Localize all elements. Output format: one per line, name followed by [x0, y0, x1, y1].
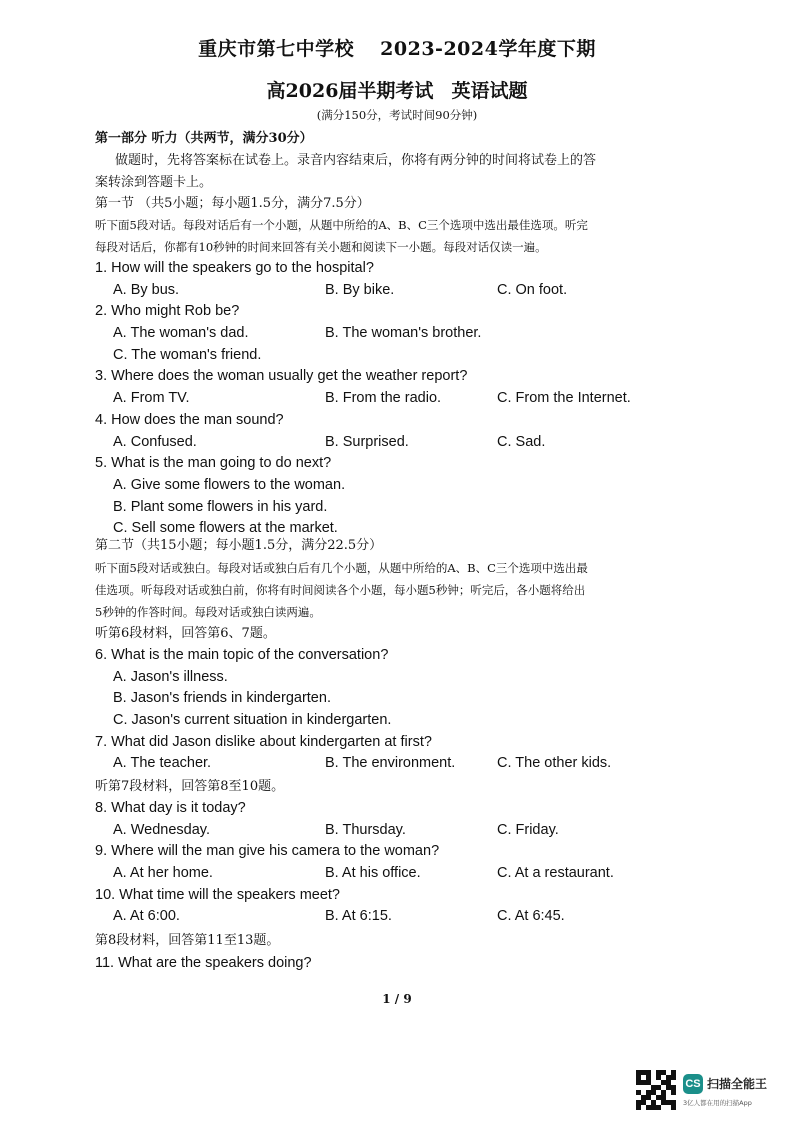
header-line-1	[0, 34, 794, 61]
options-2-row2	[95, 345, 735, 367]
question-9: 9. Where will the man give his camera to the woman?	[95, 843, 440, 860]
option-10c: C. At 6:45.	[497, 908, 565, 925]
question-3: 3. Where does the woman usually get the weather report?	[95, 368, 468, 385]
header-line-2	[0, 76, 794, 103]
option-3b: B. From the radio.	[325, 390, 442, 407]
option-10a: A. At 6:00.	[113, 908, 180, 925]
option-1b: B. By bike.	[325, 281, 395, 298]
option-6b: B. Jason's friends in kindergarten.	[113, 690, 331, 707]
options-1	[95, 280, 735, 302]
part1-intro-1: 做题时，先将答案标在试卷上。录音内容结束后，你将有两分钟的时间将试卷上的答	[115, 153, 597, 168]
options-7	[95, 753, 735, 775]
question-2: 2. Who might Rob be?	[95, 303, 240, 320]
section1-title: 第一节 （共5小题；每小题1.5分，满分7.5分）	[95, 196, 370, 211]
section2-instr-3: 5秒钟的作答时间。每段对话或独白读两遍。	[95, 605, 321, 619]
option-5a: A. Give some flowers to the woman.	[113, 476, 346, 493]
options-2	[95, 323, 735, 345]
question-1: 1. How will the speakers go to the hospital?	[95, 260, 374, 276]
option-5c: C. Sell some flowers at the market.	[113, 520, 338, 537]
questions-1-5	[95, 258, 735, 540]
options-3	[95, 388, 735, 410]
option-8a: A. Wednesday.	[113, 821, 210, 838]
section2-instr-2: 佳选项。听每段对话或独白前，你将有时间阅读各个小题，每小题5秒钟；听完后，各小题将给出	[95, 583, 586, 597]
options-5b-row	[95, 497, 735, 519]
options-5a-row	[95, 475, 735, 497]
material-8-note: 第8段材料，回答第11至13题。	[95, 933, 280, 948]
questions-6-7	[95, 645, 735, 775]
option-9a: A. At her home.	[113, 865, 213, 882]
options-9	[95, 863, 735, 885]
options-6a-row	[95, 667, 735, 689]
option-6a: A. Jason's illness.	[113, 668, 228, 685]
section1-instr-2: 每段对话后，你都有10秒钟的时间来回答有关小题和阅读下一小题。每段对话仅读一遍。	[95, 240, 547, 254]
exam-name: 高2026届半期考试	[266, 80, 434, 102]
option-4b: B. Surprised.	[325, 433, 409, 450]
options-8	[95, 820, 735, 842]
questions-11	[95, 953, 735, 975]
option-7a: A. The teacher.	[113, 755, 212, 772]
material-7-note: 听第7段材料，回答第8至10题。	[95, 779, 285, 794]
option-9c: C. At a restaurant.	[497, 865, 614, 882]
material-6-note: 听第6段材料，回答第6、7题。	[95, 626, 276, 641]
camscanner-watermark	[636, 1070, 786, 1114]
school-term: 2023-2024学年度下期	[380, 38, 596, 60]
part1-intro-2: 案转涂到答题卡上。	[95, 175, 213, 190]
question-4: 4. How does the man sound?	[95, 411, 284, 428]
option-5b: B. Plant some flowers in his yard.	[113, 498, 328, 515]
school-name: 重庆市第七中学校	[198, 38, 355, 60]
question-11: 11. What are the speakers doing?	[95, 955, 312, 971]
option-10b: B. At 6:15.	[325, 908, 392, 925]
question-6: 6. What is the main topic of the conversation?	[95, 647, 389, 663]
option-4a: A. Confused.	[113, 433, 197, 450]
option-1c: C. On foot.	[497, 281, 568, 298]
questions-8-10	[95, 798, 735, 928]
page-number: 1 / 9	[382, 992, 412, 1006]
options-4	[95, 432, 735, 454]
option-8c: C. Friday.	[497, 821, 559, 838]
option-2a: A. The woman's dad.	[113, 325, 249, 342]
question-5: 5. What is the man going to do next?	[95, 455, 332, 472]
section2-title: 第二节（共15小题；每小题1.5分，满分22.5分）	[95, 538, 383, 553]
option-3c: C. From the Internet.	[497, 390, 631, 407]
section1-instr-1: 听下面5段对话。每段对话后有一个小题，从题中所给的A、B、C三个选项中选出最佳选项。听完	[95, 218, 588, 232]
option-7b: B. The environment.	[325, 755, 456, 772]
option-2b: B. The woman's brother.	[325, 325, 482, 342]
part1-title: 第一部分 听力（共两节，满分30分）	[95, 131, 313, 146]
camscanner-logo-icon: CS	[683, 1074, 703, 1094]
options-6c-row	[95, 710, 735, 732]
section2-instr-1: 听下面5段对话或独白。每段对话或独白后有几个小题，从题中所给的A、B、C三个选项中选出最	[95, 561, 588, 575]
qr-code-icon	[636, 1070, 676, 1110]
options-6b-row	[95, 688, 735, 710]
options-10	[95, 906, 735, 928]
option-3a: A. From TV.	[113, 390, 190, 407]
exam-meta: (满分150分，考试时间90分钟)	[316, 108, 478, 122]
option-8b: B. Thursday.	[325, 821, 406, 838]
option-4c: C. Sad.	[497, 433, 546, 450]
question-8: 8. What day is it today?	[95, 800, 246, 816]
camscanner-name: 扫描全能王	[707, 1077, 768, 1091]
camscanner-tagline: 3亿人都在用的扫描App	[683, 1099, 752, 1107]
option-7c: C. The other kids.	[497, 755, 612, 772]
question-10: 10. What time will the speakers meet?	[95, 886, 340, 903]
subject-name: 英语试题	[451, 80, 528, 102]
option-1a: A. By bus.	[113, 281, 180, 298]
question-7: 7. What did Jason dislike about kindergarten at first?	[95, 733, 432, 750]
option-6c: C. Jason's current situation in kindergarten.	[113, 712, 392, 729]
option-2c: C. The woman's friend.	[113, 346, 262, 363]
option-9b: B. At his office.	[325, 865, 421, 882]
